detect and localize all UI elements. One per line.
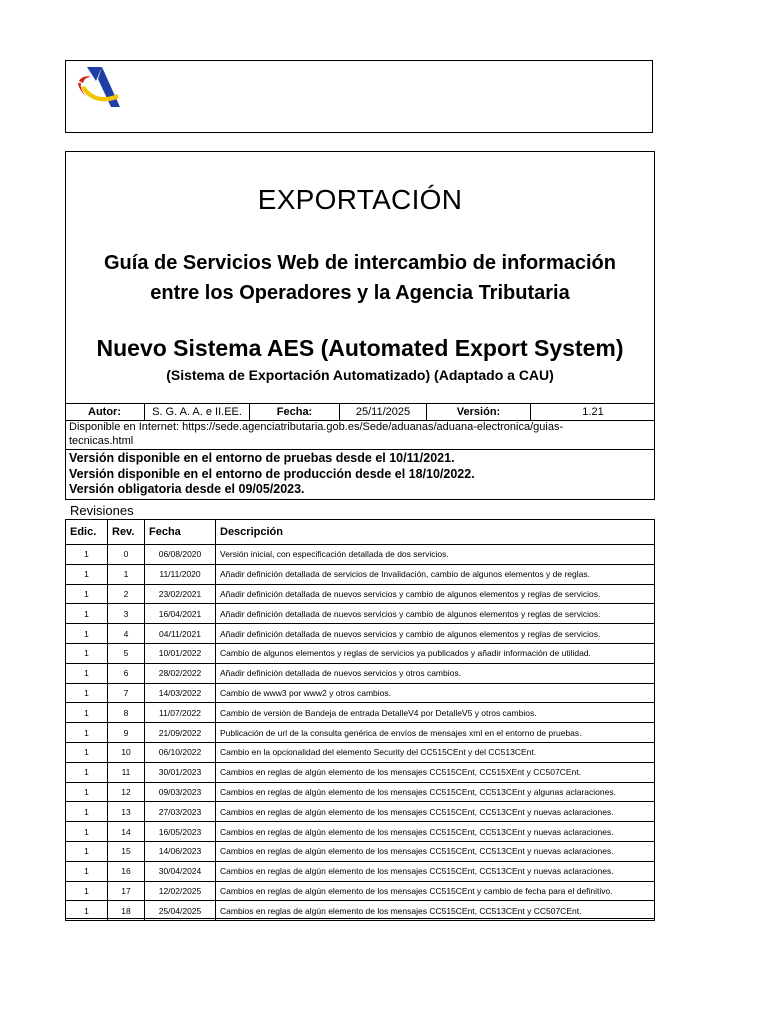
revisions-section-label: Revisiones bbox=[70, 503, 134, 518]
version-notes bbox=[69, 451, 475, 498]
cell-fecha: 06/10/2022 bbox=[145, 742, 216, 762]
table-row bbox=[66, 663, 655, 683]
table-row bbox=[66, 545, 655, 565]
cell-edic: 1 bbox=[66, 742, 108, 762]
cell-descripcion: Versión inicial, con especificación detallada de dos servicios. bbox=[216, 545, 655, 565]
cell-rev: 4 bbox=[108, 624, 145, 644]
cell-rev: 2 bbox=[108, 584, 145, 604]
cell-descripcion: Cambio de www3 por www2 y otros cambios. bbox=[216, 683, 655, 703]
cell-edic: 1 bbox=[66, 782, 108, 802]
version-label: Versión: bbox=[427, 404, 531, 420]
header-fecha: Fecha bbox=[145, 520, 216, 545]
cell-descripcion: Cambios en reglas de algún elemento de los mensajes CC515CEnt, CC513CEnt y nuevas aclaraciones. bbox=[216, 822, 655, 842]
cell-descripcion: Añadir definición detallada de servicios de Invalidación, cambio de algunos elementos y de reglas. bbox=[216, 564, 655, 584]
cell-edic: 1 bbox=[66, 584, 108, 604]
cell-edic: 1 bbox=[66, 762, 108, 782]
version-note-production: Versión disponible en el entorno de producción desde el 18/10/2022. bbox=[69, 466, 475, 481]
cell-descripcion: Cambios en reglas de algún elemento de los mensajes CC515CEnt, CC513CEnt y nuevas aclaraciones. bbox=[216, 802, 655, 822]
cell-edic: 1 bbox=[66, 604, 108, 624]
cell-fecha: 10/01/2022 bbox=[145, 643, 216, 663]
cell-fecha: 28/02/2022 bbox=[145, 663, 216, 683]
cell-edic: 1 bbox=[66, 861, 108, 881]
cell-rev: 14 bbox=[108, 822, 145, 842]
cell-rev: 7 bbox=[108, 683, 145, 703]
subtitle-line-2: entre los Operadores y la Agencia Tributaria bbox=[150, 282, 570, 304]
table-row bbox=[66, 762, 655, 782]
cell-descripcion: Añadir definición detallada de nuevos servicios y cambio de algunos elementos y reglas de servicios. bbox=[216, 624, 655, 644]
cell-fecha: 23/02/2021 bbox=[145, 584, 216, 604]
revisions-header-row bbox=[66, 520, 655, 545]
logo-header-box bbox=[65, 60, 653, 133]
table-row bbox=[66, 901, 655, 921]
cell-edic: 1 bbox=[66, 643, 108, 663]
cell-rev: 10 bbox=[108, 742, 145, 762]
cell-fecha: 25/04/2025 bbox=[145, 901, 216, 921]
cell-descripcion: Cambio de algunos elementos y reglas de servicios ya publicados y añadir información de utilidad. bbox=[216, 643, 655, 663]
table-row bbox=[66, 703, 655, 723]
cell-edic: 1 bbox=[66, 723, 108, 743]
table-row bbox=[66, 604, 655, 624]
cell-fecha: 14/03/2022 bbox=[145, 683, 216, 703]
cell-descripcion: Añadir definición detallada de nuevos servicios y cambio de algunos elementos y reglas de servicios. bbox=[216, 584, 655, 604]
cell-rev: 17 bbox=[108, 881, 145, 901]
cell-fecha: 11/11/2020 bbox=[145, 564, 216, 584]
cell-edic: 1 bbox=[66, 624, 108, 644]
cell-fecha: 16/05/2023 bbox=[145, 822, 216, 842]
cell-edic: 1 bbox=[66, 564, 108, 584]
table-row bbox=[66, 822, 655, 842]
table-row bbox=[66, 881, 655, 901]
agencia-tributaria-logo-icon bbox=[75, 65, 125, 115]
cell-fecha: 16/04/2021 bbox=[145, 604, 216, 624]
document-subtitle bbox=[66, 248, 654, 308]
cell-descripcion: Añadir definición detallada de nuevos servicios y otros cambios. bbox=[216, 663, 655, 683]
revisions-table bbox=[65, 519, 655, 921]
cell-fecha: 14/06/2023 bbox=[145, 841, 216, 861]
cell-rev: 8 bbox=[108, 703, 145, 723]
table-row bbox=[66, 564, 655, 584]
cell-fecha: 27/03/2023 bbox=[145, 802, 216, 822]
cell-fecha: 09/03/2023 bbox=[145, 782, 216, 802]
table-row bbox=[66, 723, 655, 743]
version-value: 1.21 bbox=[582, 406, 604, 418]
document-title: EXPORTACIÓN bbox=[257, 184, 463, 215]
cell-edic: 1 bbox=[66, 663, 108, 683]
cell-descripcion: Cambios en reglas de algún elemento de los mensajes CC515CEnt, CC513CEnt y nuevas aclaraciones. bbox=[216, 861, 655, 881]
cell-edic: 1 bbox=[66, 703, 108, 723]
cell-descripcion: Publicación de url de la consulta genérica de envíos de mensajes xml en el entorno de pruebas. bbox=[216, 723, 655, 743]
table-row bbox=[66, 624, 655, 644]
author-label: Autor: bbox=[65, 404, 145, 420]
cell-rev: 18 bbox=[108, 901, 145, 921]
table-row bbox=[66, 584, 655, 604]
table-row bbox=[66, 742, 655, 762]
cell-fecha: 06/08/2020 bbox=[145, 545, 216, 565]
cell-rev: 0 bbox=[108, 545, 145, 565]
table-row bbox=[66, 782, 655, 802]
cell-descripcion: Añadir definición detallada de nuevos servicios y cambio de algunos elementos y reglas de servicios. bbox=[216, 604, 655, 624]
system-title: Nuevo Sistema AES (Automated Export System) bbox=[96, 335, 624, 361]
subtitle-line-1: Guía de Servicios Web de intercambio de información bbox=[104, 252, 616, 274]
cell-fecha: 30/04/2024 bbox=[145, 861, 216, 881]
version-note-testing: Versión disponible en el entorno de pruebas desde el 10/11/2021. bbox=[69, 451, 455, 465]
cell-descripcion: Cambio de versión de Bandeja de entrada DetalleV4 por DetalleV5 y otros cambios. bbox=[216, 703, 655, 723]
cell-descripcion: Cambios en reglas de algún elemento de los mensajes CC515CEnt, CC513CEnt y CC507CEnt. bbox=[216, 901, 655, 921]
cell-fecha: 30/01/2023 bbox=[145, 762, 216, 782]
cell-edic: 1 bbox=[66, 901, 108, 921]
table-row bbox=[66, 643, 655, 663]
cell-descripcion: Cambios en reglas de algún elemento de los mensajes CC515CEnt, CC515XEnt y CC507CEnt. bbox=[216, 762, 655, 782]
cell-fecha: 12/02/2025 bbox=[145, 881, 216, 901]
cell-descripcion: Cambios en reglas de algún elemento de los mensajes CC515CEnt y cambio de fecha para el definitivo. bbox=[216, 881, 655, 901]
table-row bbox=[66, 861, 655, 881]
cell-fecha: 04/11/2021 bbox=[145, 624, 216, 644]
cell-descripcion: Cambios en reglas de algún elemento de los mensajes CC515CEnt, CC513CEnt y algunas aclaraciones. bbox=[216, 782, 655, 802]
cell-rev: 15 bbox=[108, 841, 145, 861]
table-row bbox=[66, 802, 655, 822]
availability-link-text[interactable]: Disponible en Internet: https://sede.agenciatributaria.gob.es/Sede/aduanas/aduana-electronica/guias-tecnicas.html bbox=[69, 421, 564, 447]
date-value: 25/11/2025 bbox=[340, 404, 427, 420]
cell-rev: 3 bbox=[108, 604, 145, 624]
cell-fecha: 11/07/2022 bbox=[145, 703, 216, 723]
cell-rev: 6 bbox=[108, 663, 145, 683]
cell-rev: 5 bbox=[108, 643, 145, 663]
table-row bbox=[66, 841, 655, 861]
cell-edic: 1 bbox=[66, 841, 108, 861]
cell-fecha: 21/09/2022 bbox=[145, 723, 216, 743]
header-edic: Edic. bbox=[66, 520, 108, 545]
cell-rev: 11 bbox=[108, 762, 145, 782]
cell-rev: 12 bbox=[108, 782, 145, 802]
cell-edic: 1 bbox=[66, 683, 108, 703]
table-row bbox=[66, 683, 655, 703]
cell-descripcion: Cambio en la opcionalidad del elemento Security del CC515CEnt y del CC513CEnt. bbox=[216, 742, 655, 762]
header-rev: Rev. bbox=[108, 520, 145, 545]
cell-edic: 1 bbox=[66, 802, 108, 822]
cell-edic: 1 bbox=[66, 881, 108, 901]
cell-edic: 1 bbox=[66, 822, 108, 842]
cell-rev: 16 bbox=[108, 861, 145, 881]
author-value: S. G. A. A. e II.EE. bbox=[145, 404, 250, 420]
version-note-mandatory: Versión obligatoria desde el 09/05/2023. bbox=[69, 482, 305, 496]
cell-rev: 1 bbox=[108, 564, 145, 584]
divider bbox=[65, 449, 655, 450]
header-descripcion: Descripción bbox=[216, 520, 655, 545]
cover-box bbox=[65, 151, 655, 500]
date-label: Fecha: bbox=[250, 404, 340, 420]
cell-descripcion: Cambios en reglas de algún elemento de los mensajes CC515CEnt, CC513CEnt y nuevas aclaraciones. bbox=[216, 841, 655, 861]
metadata-row bbox=[65, 403, 655, 421]
cell-rev: 9 bbox=[108, 723, 145, 743]
system-subtitle: (Sistema de Exportación Automatizado) (Adaptado a CAU) bbox=[166, 367, 554, 383]
cell-edic: 1 bbox=[66, 545, 108, 565]
cell-rev: 13 bbox=[108, 802, 145, 822]
